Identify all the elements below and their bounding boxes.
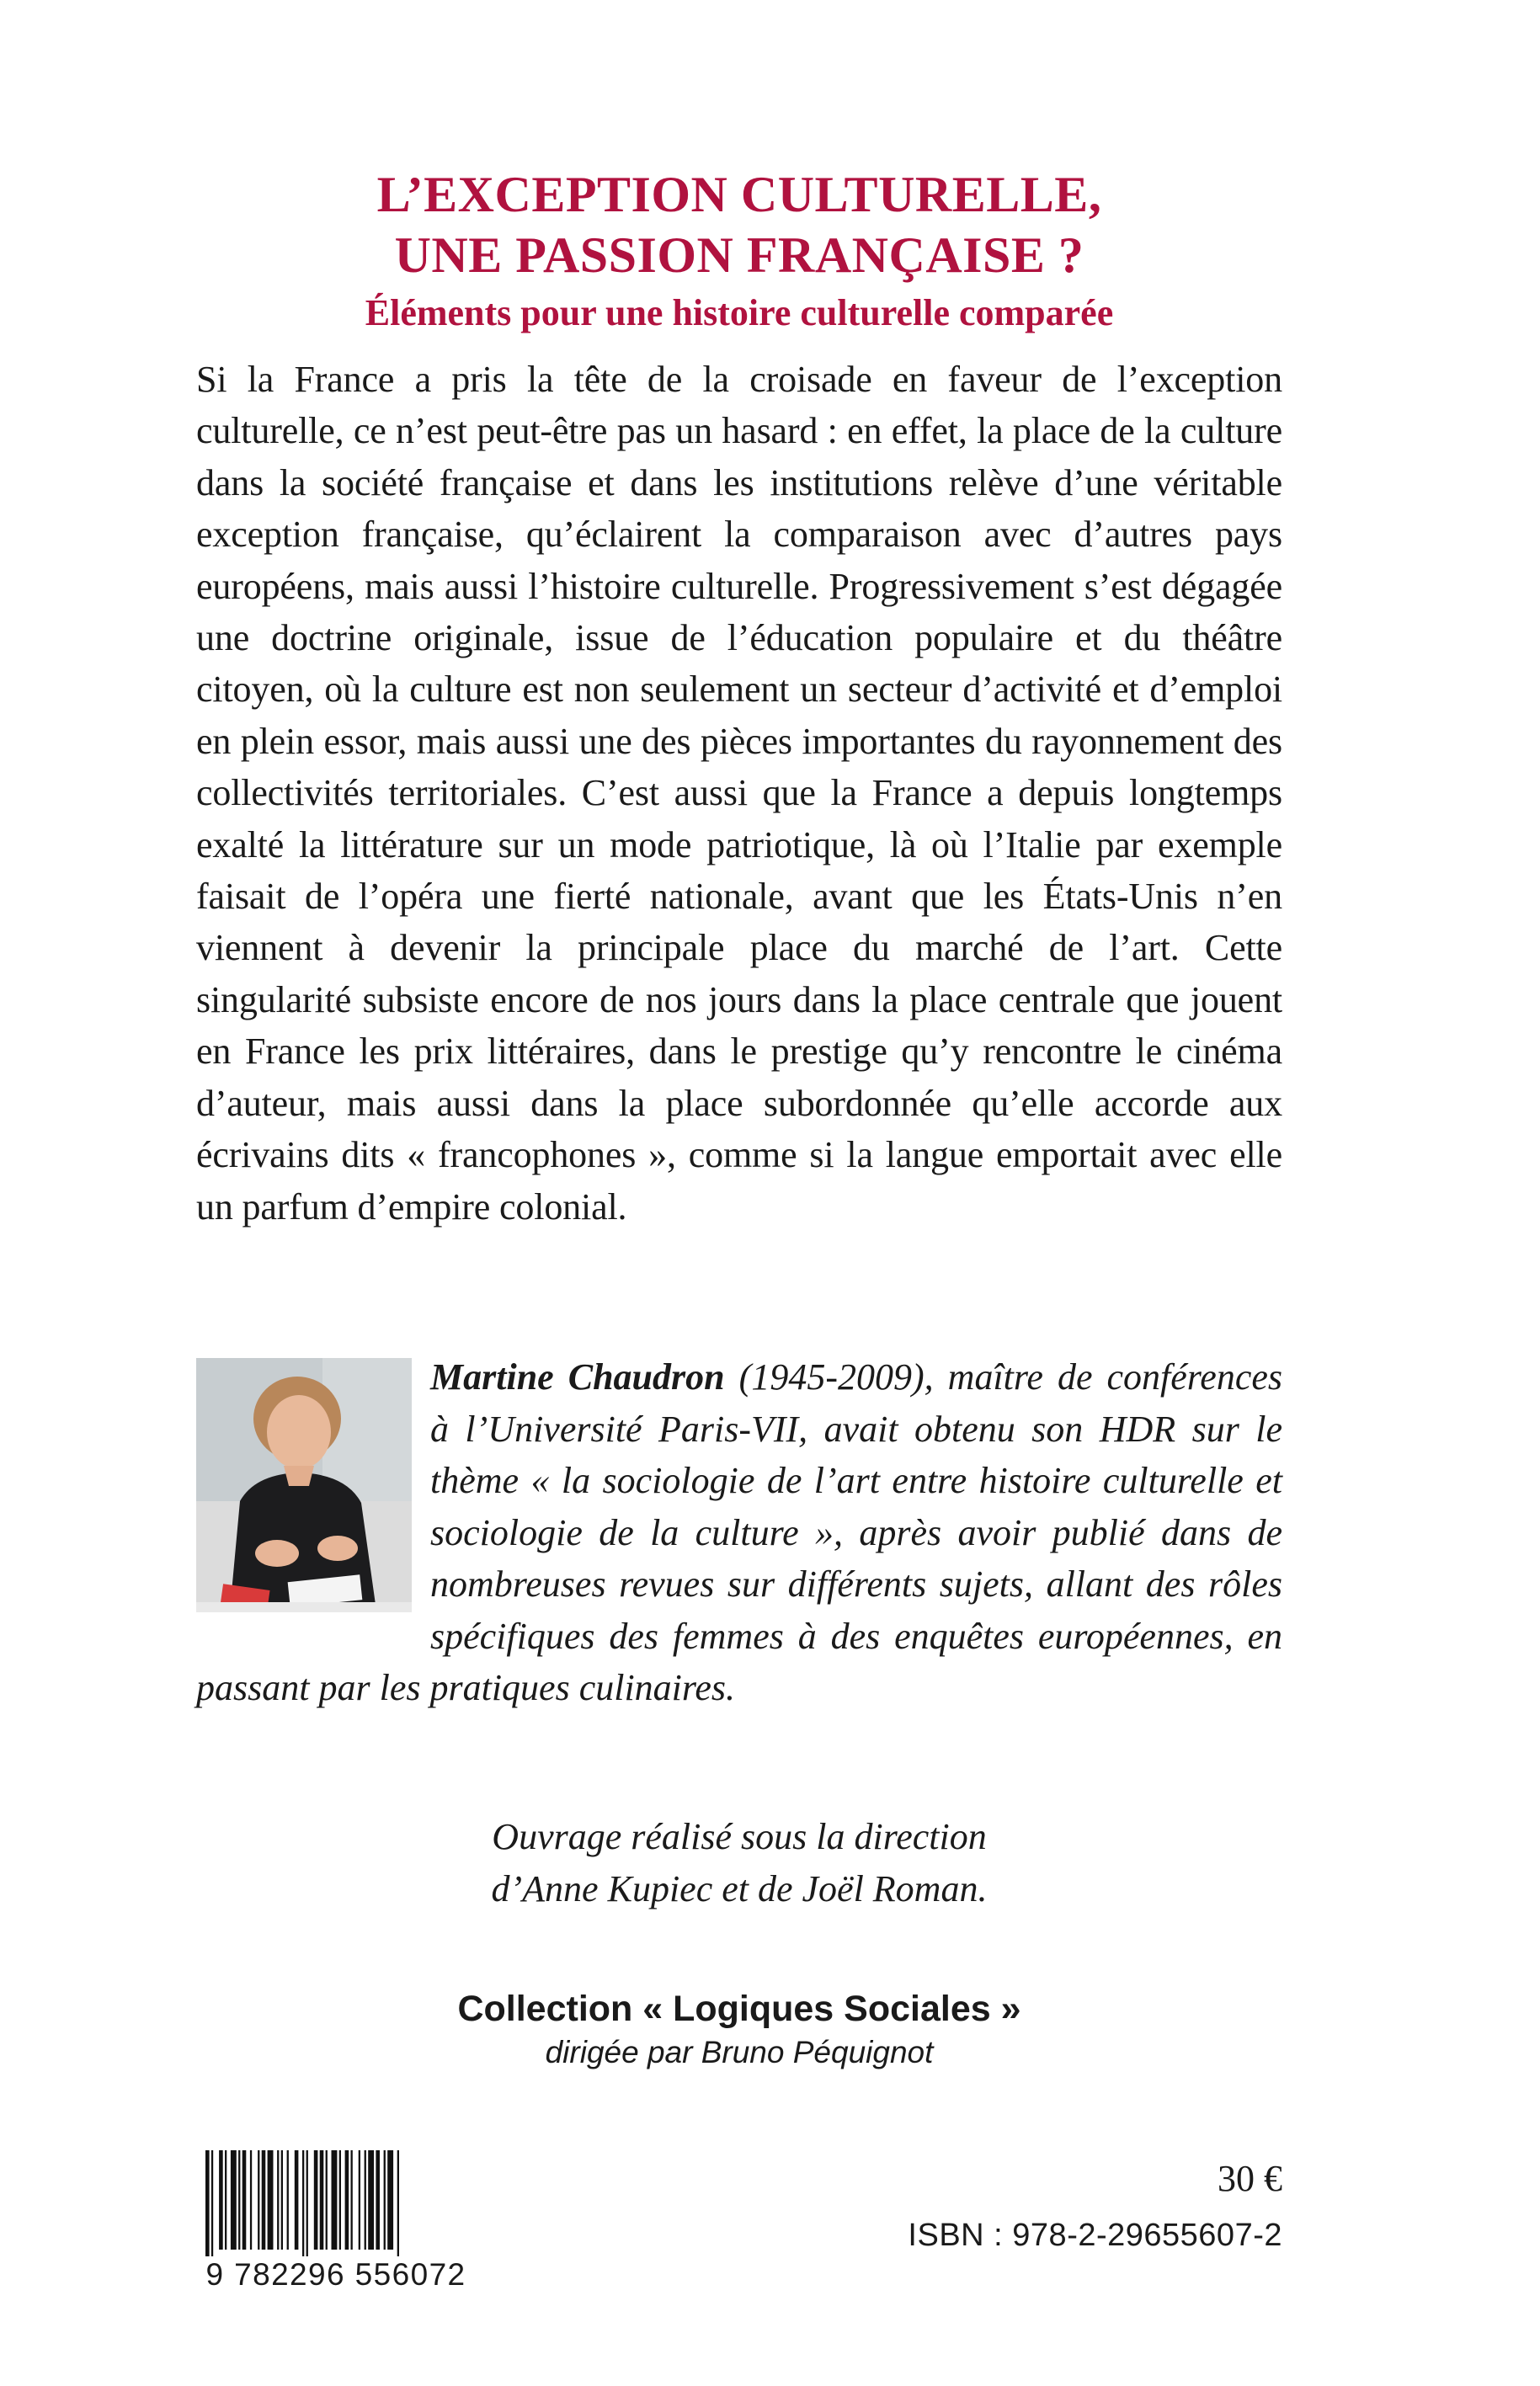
subtitle: Éléments pour une histoire culturelle comparée — [365, 292, 1114, 333]
collection-director: dirigée par Bruno Péquignot — [545, 2035, 934, 2069]
credits-line-2: d’Anne Kupiec et de Joël Roman. — [491, 1868, 988, 1909]
barcode-bar — [376, 2150, 380, 2250]
barcode-bar — [250, 2150, 252, 2250]
price: 30 € — [1218, 2158, 1282, 2199]
collection-block — [196, 1986, 1282, 2074]
barcode-bar — [302, 2150, 304, 2256]
barcode-digits: 9 782296 556072 — [205, 2257, 466, 2292]
barcode-bar — [205, 2150, 210, 2256]
barcode-bar — [332, 2150, 338, 2250]
summary-text: Si la France a pris la tête de la croisade en faveur de l’exception culturelle, ce n’est peut-être pas un hasard : en effet, la place de la culture dans la société française et dans les institutions relève d’une véritable exception française, qu’éclairent la comparaison avec d’autres pays européens, mais aussi l’histoire culturelle. Progressivement s’est dégagée une doctrine originale, issue de l’éducation populaire et du théâtre citoyen, où la culture est non seulement un secteur d’activité et d’emploi en plein essor, mais aussi une des pièces importantes du rayonnement des collectivités territoriales. C’est aussi que la France a depuis longtemps exalté la littérature sur un mode patriotique, là où l’Italie par exemple faisait de l’opéra une fierté nationale, avant que les États-Unis n’en viennent à devenir la principale place du marché de l’art. Cette singularité subsiste encore de nos jours dans la place centrale que jouent en France les prix littéraires, dans le prestige qu’y rencontre le cinéma d’auteur, mais aussi dans la place subordonnée qu’elle accorde aux écrivains dits « francophones », comme si la langue emportait avec elle un parfum d’empire colonial. — [196, 359, 1282, 1228]
barcode-bar — [339, 2150, 341, 2250]
barcode-bar — [314, 2150, 318, 2250]
barcode-bar — [268, 2150, 274, 2250]
barcode-bar — [242, 2150, 247, 2250]
barcode — [194, 2147, 478, 2314]
title-line-1: L’EXCEPTION CULTURELLE, — [376, 167, 1102, 222]
barcode-bar — [281, 2150, 283, 2250]
collection-title: Collection « Logiques Sociales » — [457, 1989, 1021, 2029]
barcode-bar — [287, 2150, 289, 2250]
barcode-bar — [326, 2150, 328, 2250]
barcode-bar — [306, 2150, 308, 2256]
isbn: ISBN : 978-2-29655607-2 — [908, 2218, 1282, 2253]
barcode-bar — [231, 2150, 237, 2250]
author-name: Martine Chaudron — [430, 1356, 725, 1398]
barcode-bar — [219, 2150, 223, 2250]
barcode-bar — [368, 2150, 374, 2250]
barcode-bar — [262, 2150, 266, 2250]
barcode-bar — [258, 2150, 259, 2250]
author-bio — [196, 1351, 1282, 1714]
title-block — [196, 164, 1282, 339]
title-line-2: UNE PASSION FRANÇAISE ? — [394, 227, 1084, 283]
barcode-bar — [397, 2150, 399, 2256]
editorial-credits — [196, 1811, 1282, 1915]
barcode-bar — [211, 2150, 213, 2256]
barcode-bar — [238, 2150, 240, 2250]
barcode-bar — [295, 2150, 299, 2250]
barcode-bar — [365, 2150, 366, 2250]
barcode-bar — [345, 2150, 349, 2250]
barcode-bar — [384, 2150, 386, 2250]
author-bio-text: (1945-2009), maître de conférences à l’Université Paris-VII, avait obtenu son HDR sur le thème « la sociologie de l’art entre histoire culturelle et sociologie de la culture », après avoir publié dans de nombreuses revues sur différents sujets, allant des rôles spécifiques des femmes à des enquêtes européennes, en passant par les pratiques culinaires. — [196, 1356, 1283, 1708]
barcode-bar — [351, 2150, 353, 2250]
barcode-bar — [359, 2150, 360, 2250]
barcode-bar — [225, 2150, 226, 2250]
barcode-bar — [277, 2150, 279, 2250]
barcode-bar — [387, 2150, 393, 2250]
author-photo — [196, 1358, 412, 1612]
credits-line-1: Ouvrage réalisé sous la direction — [492, 1816, 987, 1857]
barcode-bars — [194, 2147, 478, 2256]
barcode-bar — [320, 2150, 324, 2250]
